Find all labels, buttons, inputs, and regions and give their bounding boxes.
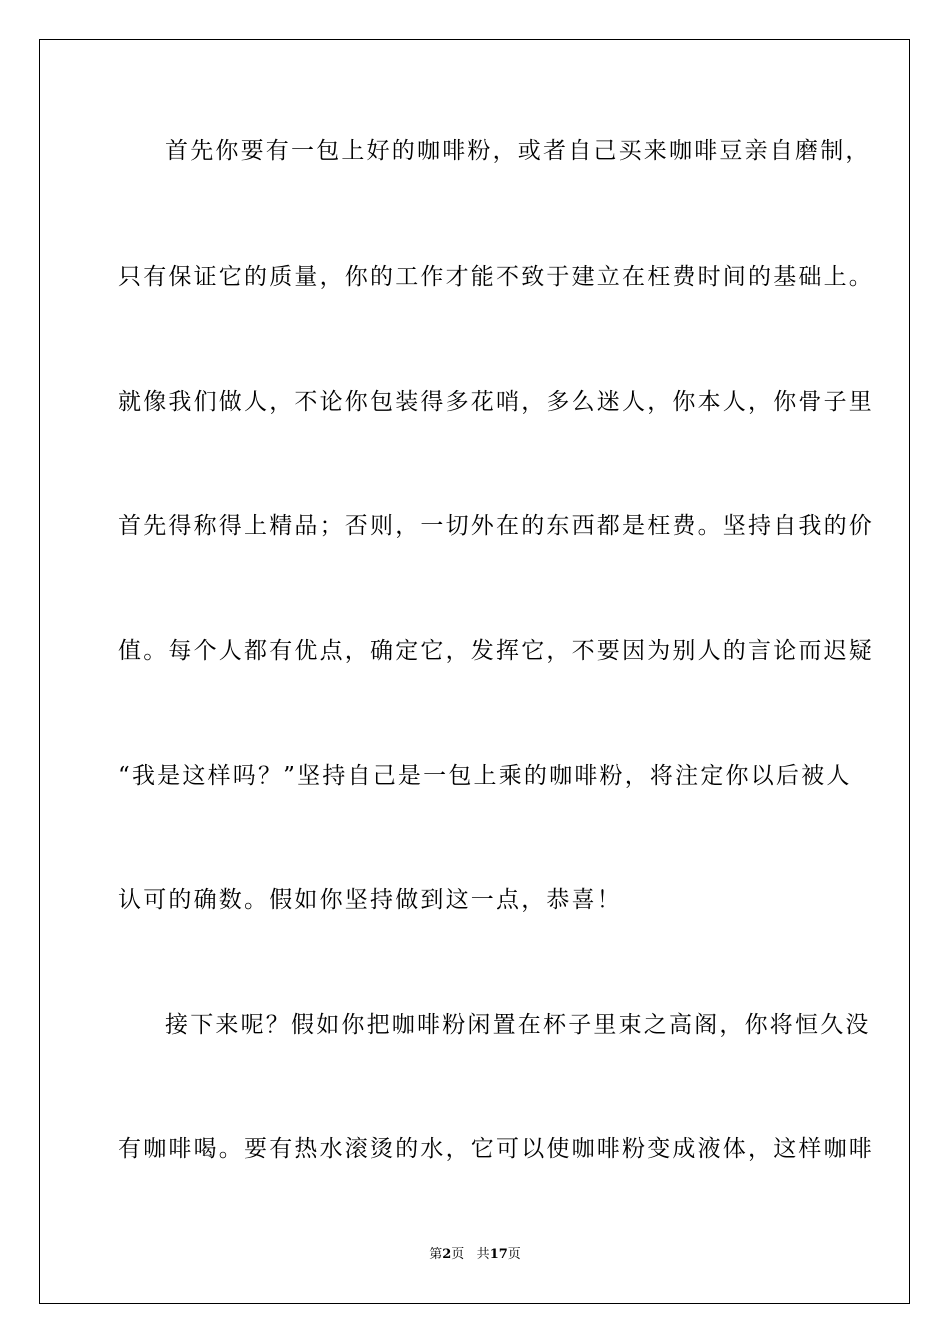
text-line-3: 就像我们做人，不论你包装得多花哨，多么迷人，你本人，你骨子里 — [118, 389, 874, 415]
text-line-5: 值。每个人都有优点，确定它，发挥它，不要因为别人的言论而迟疑 — [118, 638, 874, 664]
page-number: 2 — [442, 1247, 452, 1262]
text-line-8: 接下来呢？假如你把咖啡粉闲置在杯子里束之高阁，你将恒久没 — [165, 1012, 871, 1038]
total-suffix: 页 — [507, 1247, 521, 1262]
page-prefix: 第 — [429, 1247, 443, 1262]
total-pages: 17 — [489, 1247, 508, 1262]
text-line-1: 首先你要有一包上好的咖啡粉，或者自己买来咖啡豆亲自磨制， — [165, 138, 871, 164]
page-suffix: 页 — [451, 1247, 465, 1262]
text-line-7: 认可的确数。假如你坚持做到这一点，恭喜！ — [118, 887, 622, 913]
text-line-9: 有咖啡喝。要有热水滚烫的水，它可以使咖啡粉变成液体，这样咖啡 — [118, 1136, 874, 1162]
total-prefix: 共 — [476, 1247, 490, 1262]
text-line-4: 首先得称得上精品；否则，一切外在的东西都是枉费。坚持自我的价 — [118, 513, 874, 539]
page-border — [39, 39, 910, 1304]
page-footer — [0, 1246, 950, 1264]
text-line-6: “我是这样吗？”坚持自己是一包上乘的咖啡粉，将注定你以后被人 — [118, 763, 852, 789]
text-line-2: 只有保证它的质量，你的工作才能不致于建立在枉费时间的基础上。 — [118, 264, 874, 290]
